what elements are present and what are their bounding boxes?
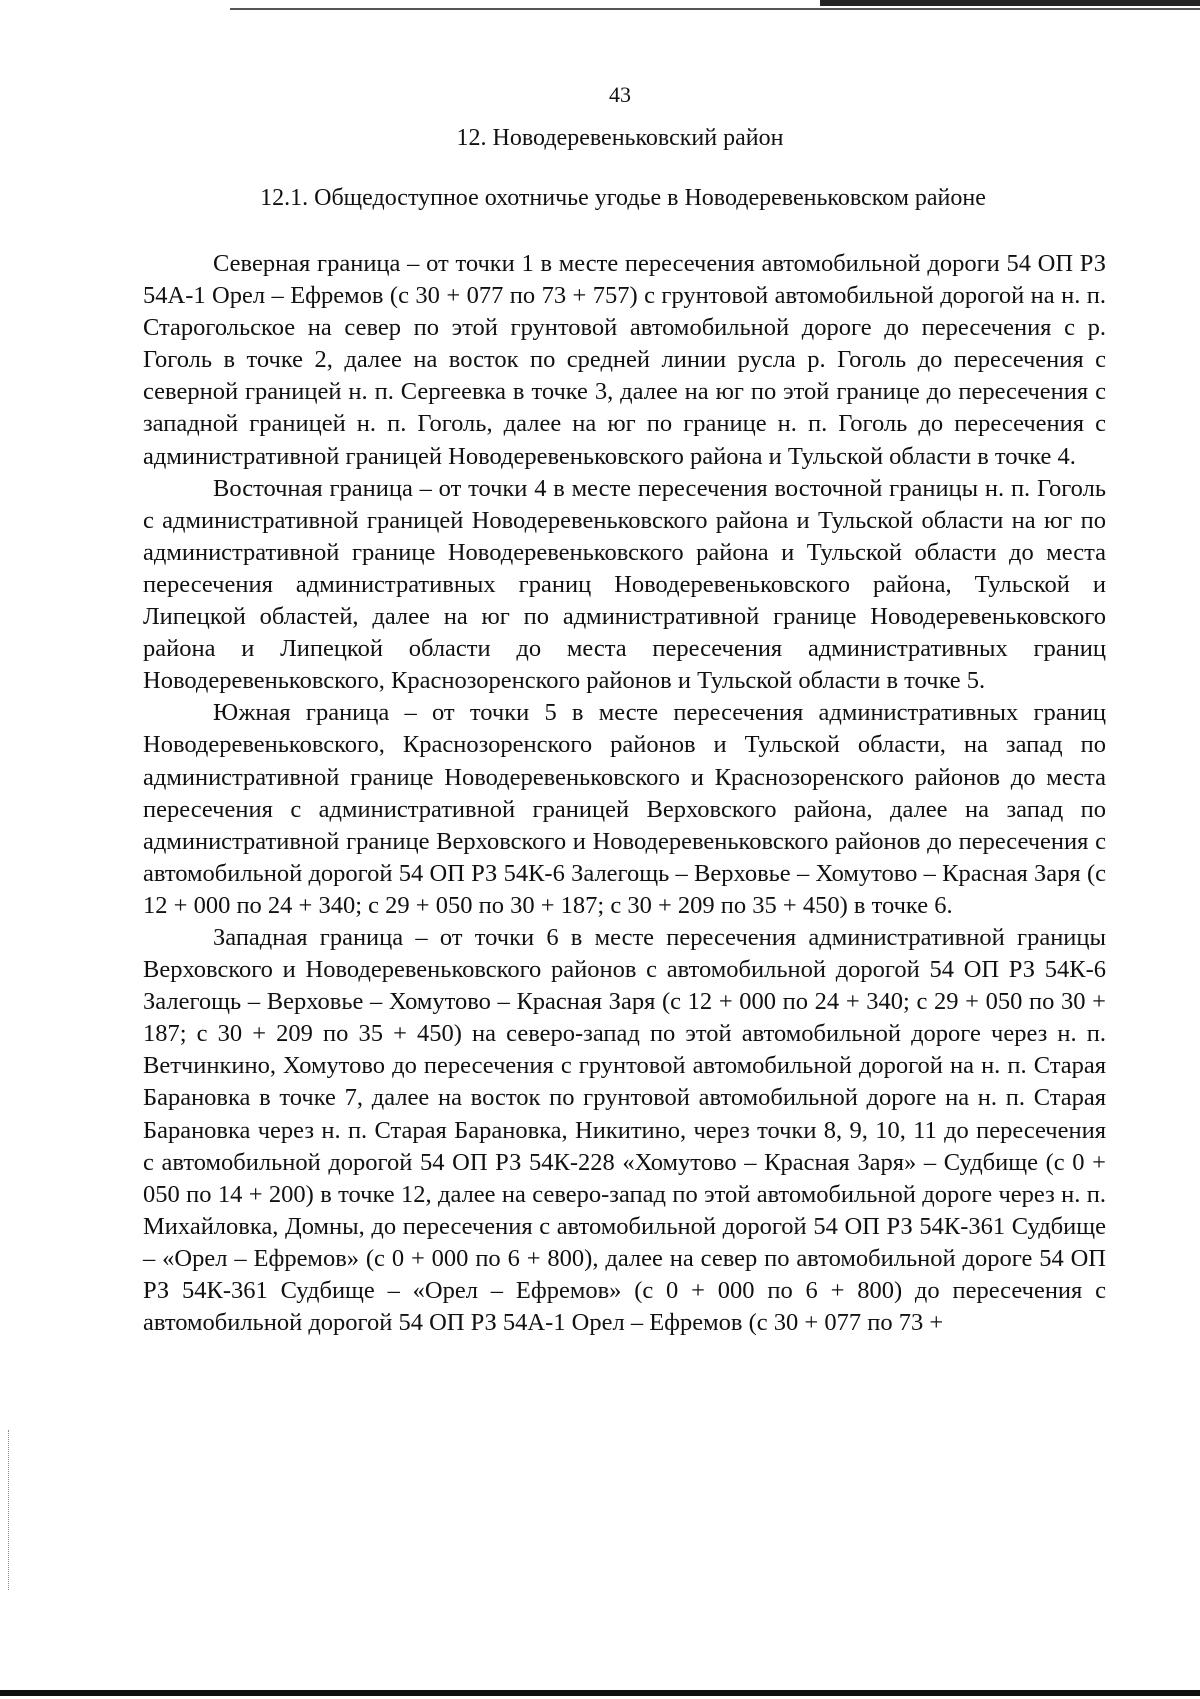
- page-number: 43: [609, 82, 631, 107]
- paragraph-northern-boundary: Северная граница – от точки 1 в месте пересечения автомобильной дороги 54 ОП РЗ 54А-1 Орел – Ефремов (с 30 + 077 по 73 + 757) с грунтовой автомобильной дорогой на н. п. Старогольское на север по этой грунтовой автомобильной дороге до пересечения с р. Гоголь в точке 2, далее на восток по средней линии русла р. Гоголь до пересечения с северной границей н. п. Сергеевка в точке 3, далее на юг по этой границе до пересечения с западной границей н. п. Гоголь, далее на юг по границе н. п. Гоголь до пересечения с административной границей Новодеревеньковского района и Тульской области в точке 4.: [143, 250, 1106, 470]
- paragraph-western-boundary: Западная граница – от точки 6 в месте пересечения административной границы Верховского и Новодеревеньковского районов с автомобильной дорогой 54 ОП РЗ 54К-6 Залегощь – Верховье – Хомутово – Красная Заря (с 12 + 000 по 24 + 340; с 29 + 050 по 30 + 187; с 30 + 209 по 35 + 450) на северо-запад по этой автомобильной дороге через н. п. Ветчинкино, Хомутово до пересечения с грунтовой автомобильной дорогой на н. п. Старая Барановка в точке 7, далее на восток по грунтовой автомобильной дороге на н. п. Старая Барановка через н. п. Старая Барановка, Никитино, через точки 8, 9, 10, 11 до пересечения с автомобильной дорогой 54 ОП РЗ 54К-228 «Хомутово – Красная Заря» – Судбище (с 0 + 050 по 14 + 200) в точке 12, далее на северо-запад по этой автомобильной дороге через н. п. Михайловка, Домны, до пересечения с автомобильной дорогой 54 ОП РЗ 54К-361 Судбище – «Орел – Ефремов» (с 0 + 000 по 6 + 800), далее на север по автомобильной дороге 54 ОП РЗ 54К-361 Судбище – «Орел – Ефремов» (с 0 + 000 по 6 + 800) до пересечения с автомобильной дорогой 54 ОП РЗ 54А-1 Орел – Ефремов (с 30 + 077 по 73 +: [143, 923, 1106, 1337]
- scan-margin-marks: [8, 1430, 11, 1590]
- scan-edge-top-dark: [820, 0, 1200, 6]
- document-body: [143, 248, 1106, 1339]
- subsection-title: 12.1. Общедоступное охотничье угодье в Новодеревеньковском районе: [260, 185, 986, 211]
- paragraph-eastern-boundary: Восточная граница – от точки 4 в месте пересечения восточной границы н. п. Гоголь с административной границей Новодеревеньковского района и Тульской области на юг по административной границе Новодеревеньковского района и Тульской области до места пересечения административных границ Новодеревеньковского района, Тульской и Липецкой областей, далее на юг по административной границе Новодеревеньковского района и Липецкой области до места пересечения административных границ Новодеревеньковского, Краснозоренского районов и Тульской области в точке 5.: [143, 474, 1106, 695]
- paragraph-southern-boundary: Южная граница – от точки 5 в месте пересечения административных границ Новодеревеньковского, Краснозоренского районов и Тульской области, на запад по административной границе Новодеревеньковского и Краснозоренского районов до места пересечения с административной границей Верховского района, далее на запад по административной границе Верховского и Новодеревеньковского районов до пересечения с автомобильной дорогой 54 ОП РЗ 54К-6 Залегощь – Верховье – Хомутово – Красная Заря (с 12 + 000 по 24 + 340; с 29 + 050 по 30 + 187; с 30 + 209 по 35 + 450) в точке 6.: [143, 699, 1106, 919]
- section-title: 12. Новодеревеньковский район: [456, 125, 784, 151]
- scan-edge-top: [230, 8, 1200, 10]
- scan-edge-bottom: [0, 1690, 1200, 1696]
